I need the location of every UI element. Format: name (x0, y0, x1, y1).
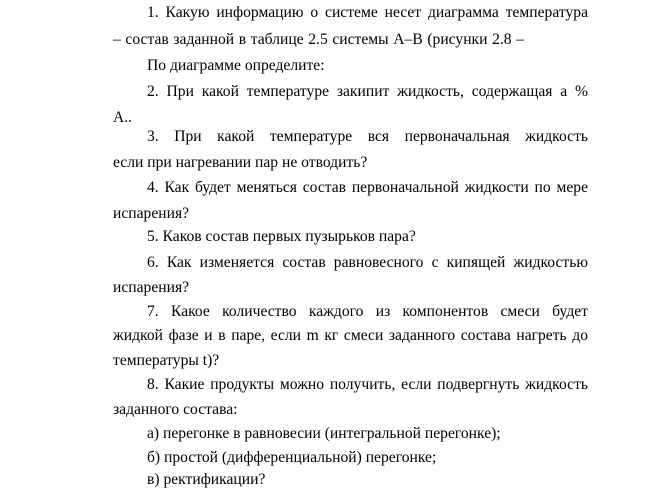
question-4-line-2: испарения? (113, 205, 190, 222)
question-5-line: 5. Каков состав первых пузырьков пара? (147, 228, 416, 245)
question-7-line-3: температуры t)? (113, 352, 220, 369)
question-7-line-1: 7. Какое количество каждого из компонентов смеси будет (147, 303, 588, 320)
question-2-line-2: А.. (113, 109, 133, 126)
question-1-line-1: 1. Какую информацию о системе несет диаграмма температура (147, 4, 588, 21)
question-2-line-1: 2. При какой температуре закипит жидкость, содержащая a % (147, 83, 588, 100)
instruction-line: По диаграмме определите: (147, 57, 325, 74)
question-3-line-2: если при нагревании пар не отводить? (113, 154, 368, 171)
question-8-line-1: 8. Какие продукты можно получить, если подвергнуть жидкость (147, 376, 588, 393)
question-6-line-1: 6. Как изменяется состав равновесного с кипящей жидкостью (147, 254, 588, 271)
question-6-line-2: испарения? (113, 279, 190, 296)
question-8-option-a: а) перегонке в равновесии (интегральной перегонке); (147, 425, 501, 442)
question-8-option-b: б) простой (дифференциальной) перегонке; (147, 449, 437, 466)
question-7-line-2: жидкой фазе и в паре, если m кг смеси заданного состава нагреть до (113, 327, 588, 344)
question-1-line-2: – состав заданной в таблице 2.5 системы А–В (рисунки 2.8 – (113, 31, 524, 48)
question-3-line-1: 3. При какой температуре вся первоначальная жидкость (147, 128, 588, 145)
question-8-option-c: в) ректификации? (147, 471, 266, 488)
question-4-line-1: 4. Как будет меняться состав первоначальной жидкости по мере (147, 179, 588, 196)
question-8-line-2: заданного состава: (113, 401, 238, 418)
